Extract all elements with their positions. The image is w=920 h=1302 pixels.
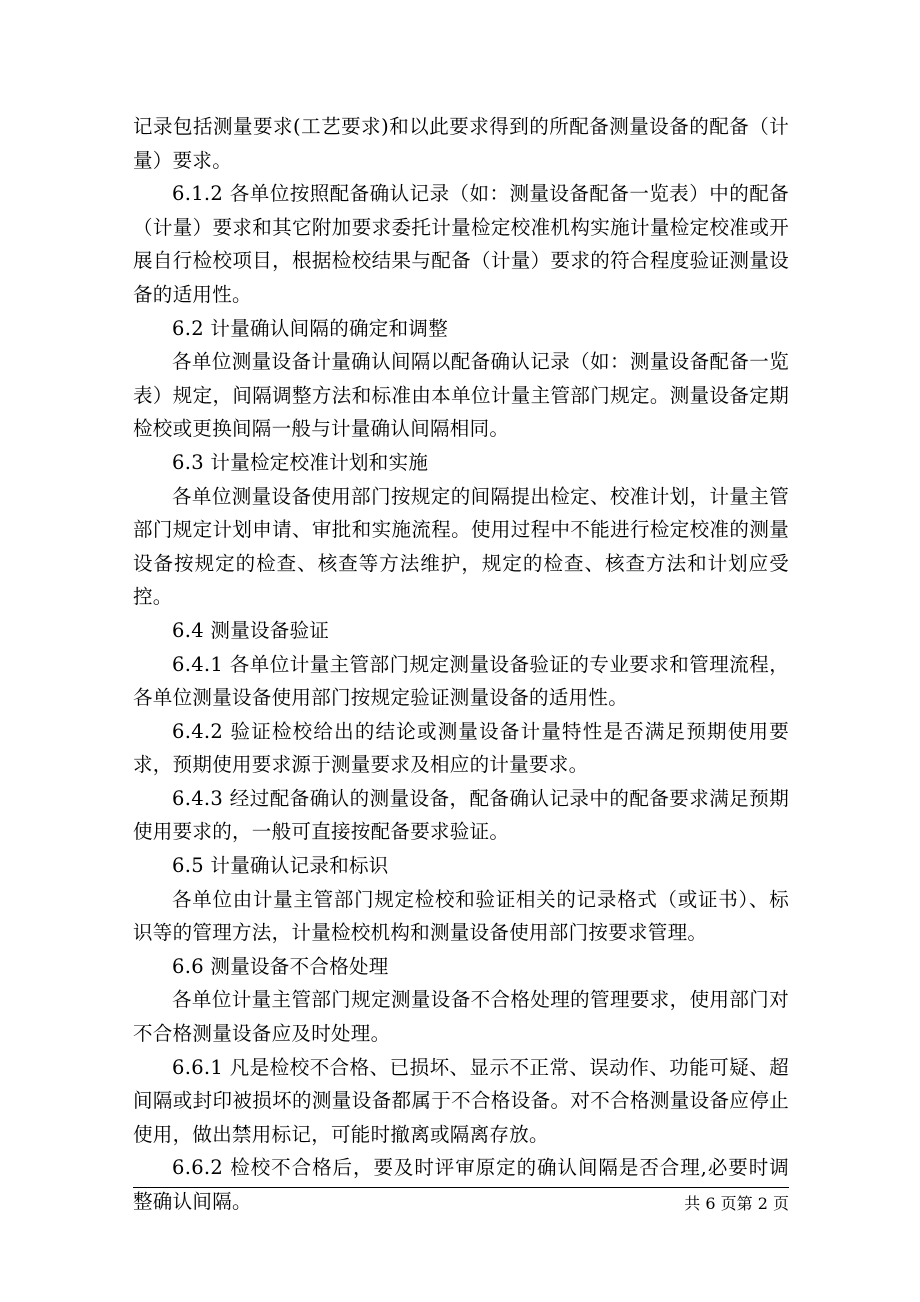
paragraph-6-2-body: 各单位测量设备计量确认间隔以配备确认记录（如：测量设备配备一览表）规定，间隔调整方法和标准由本单位计量主管部门规定。测量设备定期检校或更换间隔一般与计量确认间隔相同。 (133, 350, 789, 441)
paragraph-6-4-2: 6.4.2 验证检校给出的结论或测量设备计量特性是否满足预期使用要求，预期使用要求源于测量要求及相应的计量要求。 (133, 719, 789, 777)
paragraph-continued: 记录包括测量要求(工艺要求)和以此要求得到的所配备测量设备的配备（计量）要求。 (133, 115, 789, 172)
paragraph-6-1-2: 6.1.2 各单位按照配备确认记录（如：测量设备配备一览表）中的配备（计量）要求和其它附加要求委托计量检定校准机构实施计量检定校准或开展自行检校项目，根据检校结果与配备（计量）要求的符合程度验证测量设备的适用性。 (133, 182, 789, 306)
section-heading-6-5: 6.5 计量确认记录和标识 (172, 854, 389, 878)
paragraph-6-6-body: 各单位计量主管部门规定测量设备不合格处理的管理要求，使用部门对不合格测量设备应及时处理。 (133, 988, 789, 1046)
footer-divider (133, 1187, 789, 1188)
section-heading-6-3: 6.3 计量检定校准计划和实施 (172, 450, 429, 474)
section-heading-6-6: 6.6 测量设备不合格处理 (172, 954, 389, 978)
section-heading-6-4: 6.4 测量设备验证 (172, 618, 330, 642)
paragraph-6-3-body: 各单位测量设备使用部门按规定的间隔提出检定、校准计划，计量主管部门规定计划申请、审批和实施流程。使用过程中不能进行检定校准的测量设备按规定的检查、核查等方法维护，规定的检查、核查方法和计划应受控。 (133, 484, 789, 609)
document-body (133, 110, 789, 1219)
paragraph-6-6-2: 6.6.2 检校不合格后，要及时评审原定的确认间隔是否合理,必要时调整确认间隔。 (133, 1156, 789, 1213)
section-heading-6-2: 6.2 计量确认间隔的确定和调整 (172, 316, 449, 340)
paragraph-6-4-1: 6.4.1 各单位计量主管部门规定测量设备验证的专业要求和管理流程，各单位测量设备使用部门按规定验证测量设备的适用性。 (133, 652, 789, 710)
paragraph-6-6-1: 6.6.1 凡是检校不合格、已损坏、显示不正常、误动作、功能可疑、超间隔或封印被损坏的测量设备都属于不合格设备。对不合格测量设备应停止使用，做出禁用标记，可能时撤离或隔离存放。 (133, 1055, 789, 1146)
paragraph-6-4-3: 6.4.3 经过配备确认的测量设备，配备确认记录中的配备要求满足预期使用要求的，一般可直接按配备要求验证。 (133, 786, 789, 844)
paragraph-6-5-body: 各单位由计量主管部门规定检校和验证相关的记录格式（或证书）、标识等的管理方法，计量检校机构和测量设备使用部门按要求管理。 (133, 887, 789, 945)
page-number: 共 6 页第 2 页 (684, 1194, 789, 1213)
